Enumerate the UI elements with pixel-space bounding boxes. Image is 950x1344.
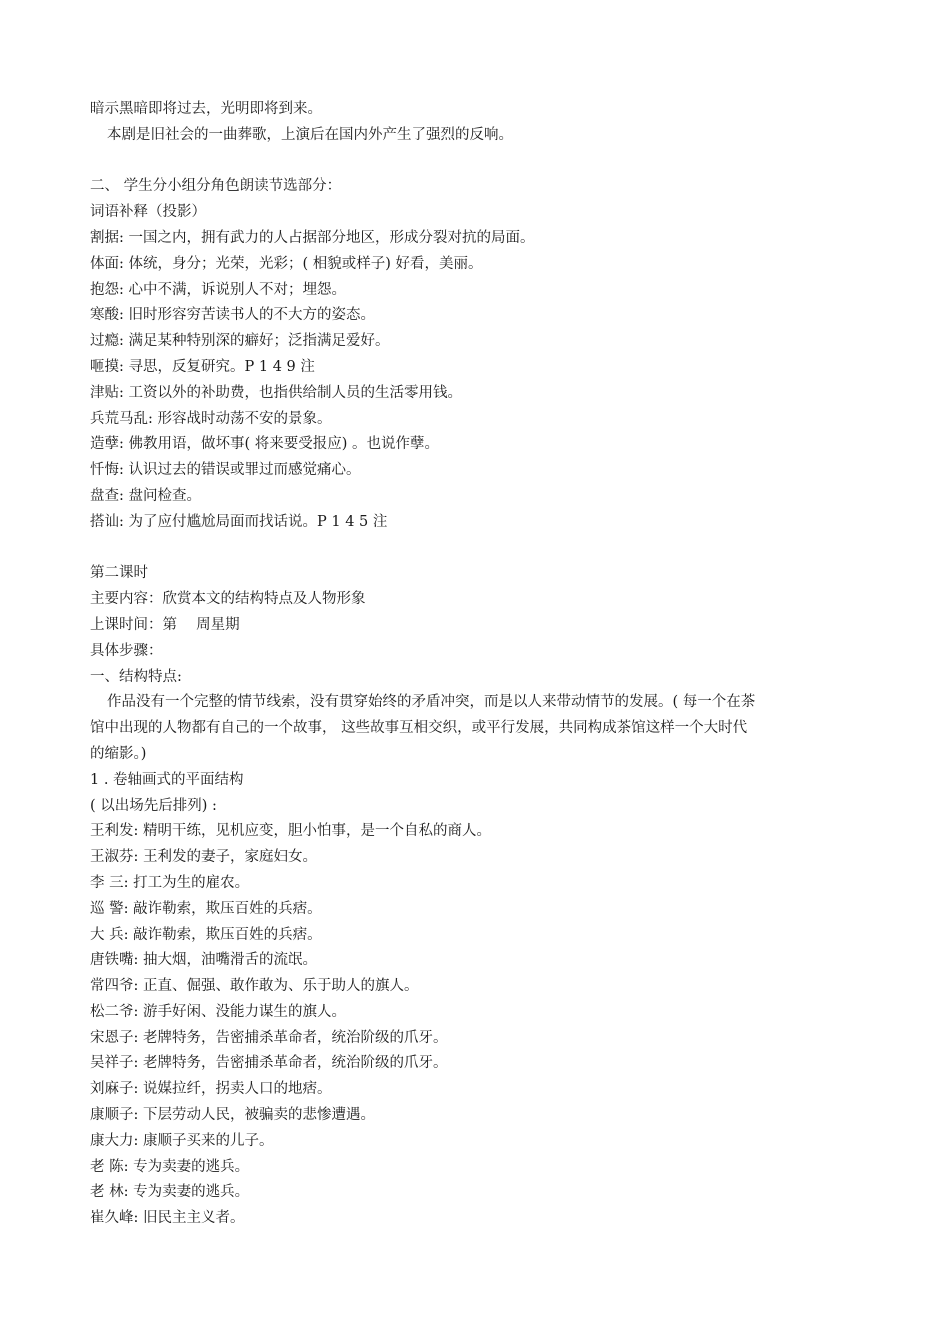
vocab-item: 咂摸: 寻思，反复研究。P 1 4 9 注	[90, 358, 315, 375]
vocab-item: 忏悔: 认识过去的错误或罪过而感觉痛心。	[90, 462, 361, 479]
structure-heading: 一、结构特点:	[90, 668, 182, 685]
character-item: 崔久峰: 旧民主主义者。	[90, 1210, 245, 1227]
lesson-title: 第二课时	[90, 565, 148, 582]
paragraph-row: 作品没有一个完整的情节线索，没有贯穿始终的矛盾冲突，而是以人来带动情节的发展。( 每一个在茶	[107, 694, 756, 711]
vocab-item: 搭讪: 为了应付尴尬局面而找话说。P 1 4 5 注	[90, 513, 388, 530]
structure-subnote: ( 以出场先后排列) :	[90, 797, 217, 814]
character-item: 刘麻子: 说媒拉纤，拐卖人口的地痞。	[90, 1081, 332, 1098]
character-item: 宋恩子: 老牌特务，告密捕杀革命者，统治阶级的爪牙。	[90, 1029, 448, 1046]
section-heading-2: 二、 学生分小组分角色朗读节选部分：	[90, 178, 342, 195]
vocab-item: 过瘾: 满足某种特别深的癖好；泛指满足爱好。	[90, 333, 390, 350]
character-item: 老 林: 专为卖妻的逃兵。	[90, 1184, 250, 1201]
lesson-steps: 具体步骤：	[90, 642, 163, 659]
blank-line	[90, 149, 862, 175]
character-item: 老 陈: 专为卖妻的逃兵。	[90, 1158, 250, 1175]
character-item: 康顺子: 下层劳动人民，被骗卖的悲惨遭遇。	[90, 1107, 375, 1124]
character-item: 常四爷: 正直、倔强、敢作敢为、乐于助人的旗人。	[90, 978, 419, 995]
lesson-time: 上课时间：第 周星期	[90, 616, 240, 633]
structure-paragraph	[90, 690, 862, 767]
vocab-item: 抱怨: 心中不满，诉说别人不对；埋怨。	[90, 281, 346, 298]
character-item: 大 兵: 敲诈勒索，欺压百姓的兵痞。	[90, 926, 322, 943]
character-item: 康大力: 康顺子买来的儿子。	[90, 1132, 274, 1149]
vocab-item: 津贴: 工资以外的补助费，也指供给制人员的生活零用钱。	[90, 384, 462, 401]
character-list	[90, 819, 862, 1232]
document-page	[90, 97, 862, 1232]
vocab-title: 词语补释（投影）	[90, 204, 206, 221]
paragraph-row: 馆中出现的人物都有自己的一个故事， 这些故事互相交织，或平行发展，共同构成茶馆这样一个大时代	[90, 720, 748, 737]
intro-line-1: 暗示黑暗即将过去，光明即将到来。	[90, 101, 322, 117]
structure-subheading: 1 . 卷轴画式的平面结构	[90, 771, 244, 788]
character-item: 巡 警: 敲诈勒索，欺压百姓的兵痞。	[90, 900, 322, 917]
character-item: 王淑芬: 王利发的妻子，家庭妇女。	[90, 849, 317, 866]
vocab-item: 体面: 体统，身分；光荣，光彩；( 相貌或样子) 好看，美丽。	[90, 255, 483, 272]
intro-line-2: 本剧是旧社会的一曲葬歌，上演后在国内外产生了强烈的反响。	[107, 126, 513, 143]
blank-line	[90, 536, 862, 562]
lesson-content: 主要内容：欣赏本文的结构特点及人物形象	[90, 591, 366, 608]
vocab-item: 割据: 一国之内，拥有武力的人占据部分地区，形成分裂对抗的局面。	[90, 229, 535, 246]
character-item: 唐铁嘴: 抽大烟，油嘴滑舌的流氓。	[90, 952, 317, 969]
character-item: 李 三: 打工为生的雇农。	[90, 874, 250, 891]
character-item: 王利发: 精明干练，见机应变，胆小怕事，是一个自私的商人。	[90, 823, 491, 840]
vocab-list	[90, 226, 862, 536]
vocab-item: 寒酸: 旧时形容穷苦读书人的不大方的姿态。	[90, 307, 375, 324]
vocab-item: 盘查: 盘问检查。	[90, 487, 201, 504]
character-item: 吴祥子: 老牌特务，告密捕杀革命者，统治阶级的爪牙。	[90, 1055, 448, 1072]
paragraph-row: 的缩影。)	[90, 745, 147, 762]
vocab-item: 兵荒马乱: 形容战时动荡不安的景象。	[90, 410, 332, 427]
character-item: 松二爷: 游手好闲、没能力谋生的旗人。	[90, 1003, 346, 1020]
vocab-item: 造孽: 佛教用语，做坏事( 将来要受报应) 。也说作孽。	[90, 436, 440, 453]
